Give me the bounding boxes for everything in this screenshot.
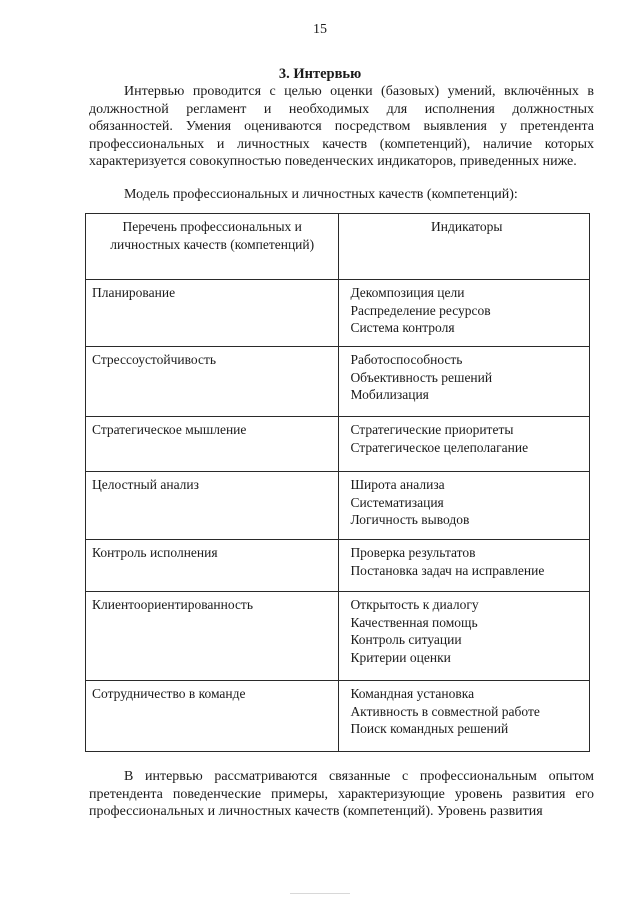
indicator: Поиск командных решений xyxy=(350,721,509,736)
indicator: Распределение ресурсов xyxy=(350,302,491,318)
intro-paragraph xyxy=(89,83,594,171)
indicator: Контроль ситуации xyxy=(350,632,462,647)
table-row xyxy=(86,347,590,417)
indicator: Командная установка xyxy=(350,686,475,701)
header-indicators: Индикаторы xyxy=(339,214,590,280)
indicator: Широта анализа xyxy=(350,477,445,492)
indicator: Систематизация xyxy=(350,494,444,510)
table-row xyxy=(86,417,590,472)
competency-cell: Целостный анализ xyxy=(86,472,339,540)
table-row xyxy=(86,592,590,681)
scan-artifact-line xyxy=(290,893,350,894)
indicators-cell xyxy=(339,540,590,592)
indicator: Стратегическое целеполагание xyxy=(350,439,529,455)
section-title: 3. Интервью xyxy=(278,66,362,82)
indicator: Работоспособность xyxy=(350,352,463,367)
indicators-cell xyxy=(339,417,590,472)
competency-cell: Стратегическое мышление xyxy=(86,417,339,472)
closing-text: В интервью рассматриваются связанные с профессиональным опытом претендента поведенческие примеры, характеризующие уровень развития его профессиональных и личностных качеств (компетенций). Уровень развития xyxy=(89,769,594,819)
competency-cell: Планирование xyxy=(86,280,339,347)
indicator: Система контроля xyxy=(350,320,455,335)
table-row xyxy=(86,540,590,592)
indicator: Стратегические приоритеты xyxy=(350,422,514,437)
table-row xyxy=(86,280,590,347)
competency-cell: Сотрудничество в команде xyxy=(86,681,339,752)
indicator: Открытость к диалогу xyxy=(350,597,479,612)
indicator: Мобилизация xyxy=(350,387,429,402)
header-competencies: Перечень профессиональных и личностных качеств (компетенций) xyxy=(86,214,339,280)
indicator: Объективность решений xyxy=(350,369,493,385)
table-row xyxy=(86,472,590,540)
competency-cell: Стрессоустойчивость xyxy=(86,347,339,417)
indicators-cell xyxy=(339,592,590,681)
table-row xyxy=(86,681,590,752)
model-caption: Модель профессиональных и личностных качеств (компетенций): xyxy=(124,187,518,202)
intro-text: Интервью проводится с целью оценки (базовых) умений, включённых в должностной регламент и необходимых для исполнения должностных обязанностей. Умения оцениваются посредством выявления у претендента профессиональных и личностных качеств (компетенций), наличие которых характеризуется совокупностью поведенческих индикаторов, приведенных ниже. xyxy=(89,84,594,169)
indicator: Проверка результатов xyxy=(350,545,476,560)
competency-table xyxy=(85,213,590,752)
indicators-cell xyxy=(339,347,590,417)
closing-paragraph xyxy=(89,768,594,821)
competency-cell: Клиентоориентированность xyxy=(86,592,339,681)
indicator: Активность в совместной работе xyxy=(350,703,540,719)
indicator: Критерии оценки xyxy=(350,649,451,665)
page-number: 15 xyxy=(313,22,327,37)
indicator: Декомпозиция цели xyxy=(350,285,465,300)
indicators-cell xyxy=(339,280,590,347)
indicator: Качественная помощь xyxy=(350,614,478,630)
competency-cell: Контроль исполнения xyxy=(86,540,339,592)
indicator: Логичность выводов xyxy=(350,512,470,527)
table-header-row xyxy=(86,214,590,280)
indicators-cell xyxy=(339,681,590,752)
indicators-cell xyxy=(339,472,590,540)
indicator: Постановка задач на исправление xyxy=(350,562,545,578)
